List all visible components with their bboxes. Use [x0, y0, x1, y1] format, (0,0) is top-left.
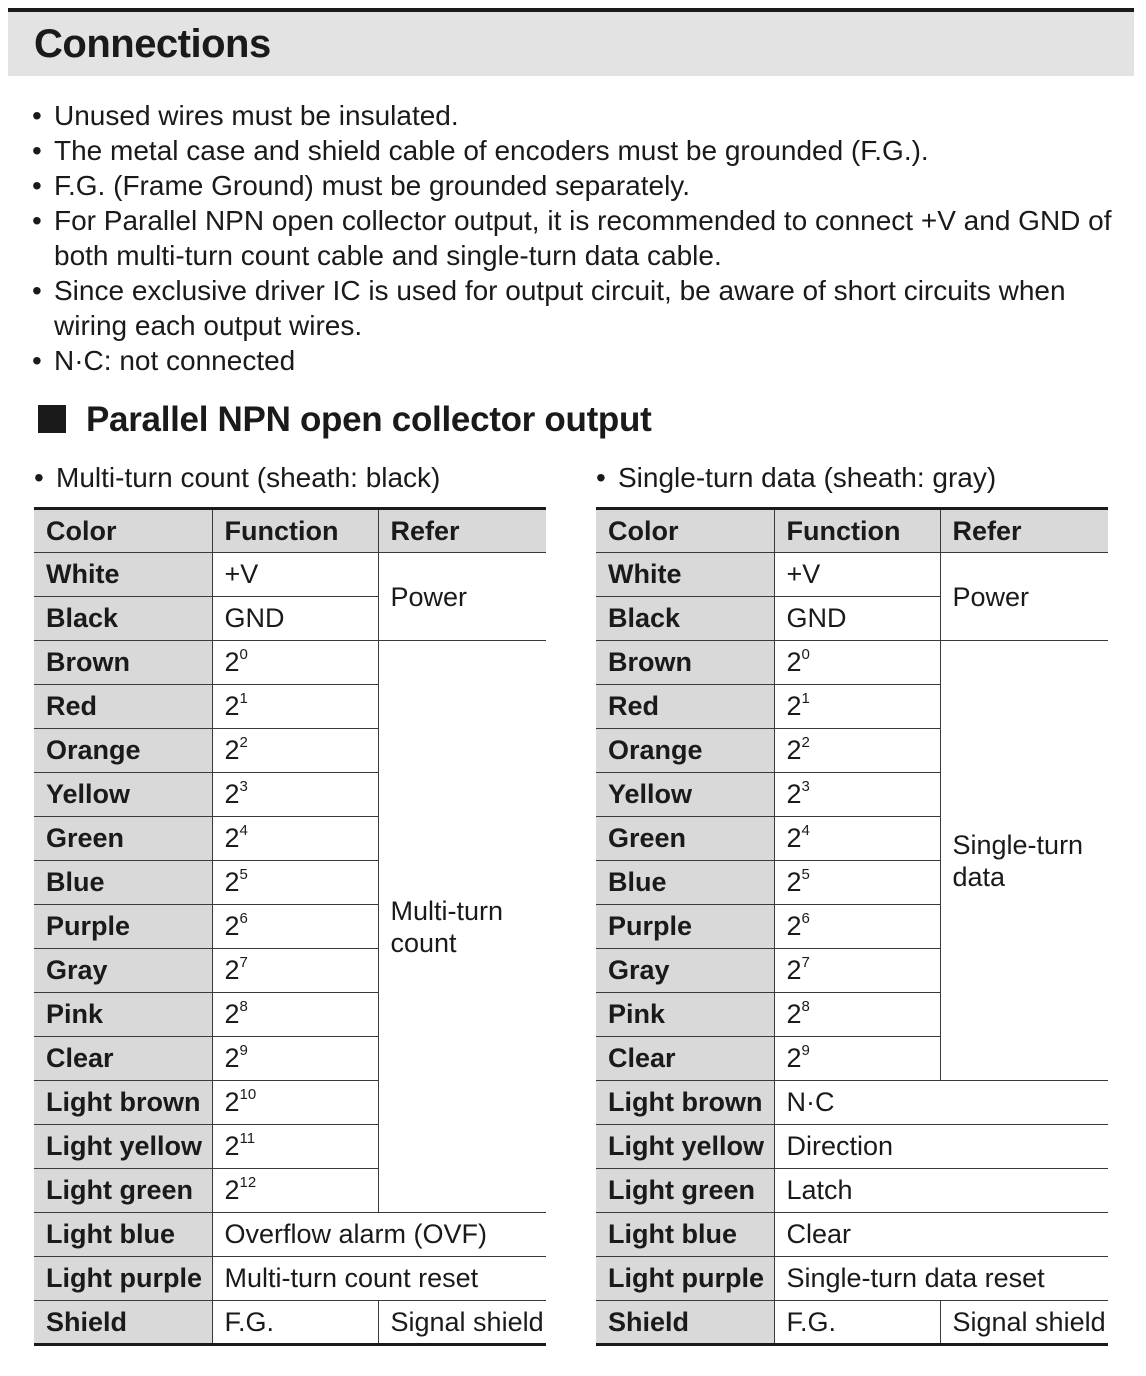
exponent: 8 [801, 998, 810, 1015]
function-cell: +V [774, 553, 940, 597]
refer-cell: Signal shield [940, 1301, 1108, 1345]
section-heading [38, 400, 651, 440]
color-cell: Gray [34, 949, 212, 993]
single-turn-table [596, 507, 1108, 1346]
exponent: 1 [801, 690, 810, 707]
function-cell: $2^0$ [212, 641, 378, 685]
refer-cell: Signal shield [378, 1301, 546, 1345]
exponent: 2 [801, 734, 810, 751]
function-cell: $2^4$ [774, 817, 940, 861]
color-cell: Orange [596, 729, 774, 773]
function-cell: $2^6$ [212, 905, 378, 949]
exponent: 6 [239, 910, 248, 927]
color-cell: Pink [596, 993, 774, 1037]
function-cell: Clear [774, 1213, 1108, 1257]
function-cell: Single-turn data reset [774, 1257, 1108, 1301]
color-cell: Shield [34, 1301, 212, 1345]
table-row [596, 1125, 1108, 1169]
color-cell: Black [34, 597, 212, 641]
header-row [596, 509, 1108, 553]
exponent: 5 [801, 866, 810, 883]
function-cell: $2^1$ [774, 685, 940, 729]
color-cell: Blue [596, 861, 774, 905]
exponent: 4 [239, 822, 248, 839]
table-row [596, 1169, 1108, 1213]
color-cell: Brown [34, 641, 212, 685]
table-row [596, 553, 1108, 597]
color-cell: Light green [34, 1169, 212, 1213]
header-row [34, 509, 546, 553]
table-row [34, 641, 546, 685]
exponent: 11 [239, 1130, 256, 1147]
function-cell: N·C [774, 1081, 1108, 1125]
color-cell: Red [596, 685, 774, 729]
table-row [596, 641, 1108, 685]
function-cell: GND [774, 597, 940, 641]
function-cell: Overflow alarm (OVF) [212, 1213, 546, 1257]
header-refer: Refer [940, 509, 1108, 553]
exponent: 10 [239, 1086, 257, 1103]
function-cell: GND [212, 597, 378, 641]
function-cell: $2^2$ [774, 729, 940, 773]
function-cell: $2^8$ [774, 993, 940, 1037]
multi-turn-table [34, 507, 546, 1346]
header-color: Color [596, 509, 774, 553]
table-row [34, 553, 546, 597]
exponent: 5 [239, 866, 248, 883]
color-cell: Light yellow [34, 1125, 212, 1169]
header-function: Function [774, 509, 940, 553]
header-function: Function [212, 509, 378, 553]
color-cell: Purple [596, 905, 774, 949]
exponent: 3 [801, 778, 810, 795]
color-cell: Light blue [596, 1213, 774, 1257]
table-row [34, 1301, 546, 1345]
function-cell: $2^{11}$ [212, 1125, 378, 1169]
function-cell: $2^1$ [212, 685, 378, 729]
note-item: • The metal case and shield cable of encoders must be grounded (F.G.). [30, 133, 1130, 168]
table-row [596, 1213, 1108, 1257]
table-row [34, 1213, 546, 1257]
exponent: 1 [239, 690, 248, 707]
function-cell: F.G. [774, 1301, 940, 1345]
function-cell: $2^{10}$ [212, 1081, 378, 1125]
function-cell: F.G. [212, 1301, 378, 1345]
color-cell: Green [34, 817, 212, 861]
color-cell: Yellow [596, 773, 774, 817]
table-row [34, 1257, 546, 1301]
color-cell: White [34, 553, 212, 597]
function-cell: $2^9$ [774, 1037, 940, 1081]
note-item: • For Parallel NPN open collector output, it is recommended to connect +V and GND of both multi-turn count cable and single-turn data cable. [30, 203, 1130, 273]
function-cell: Latch [774, 1169, 1108, 1213]
color-cell: Light blue [34, 1213, 212, 1257]
refer-power: Power [378, 553, 546, 641]
exponent: 4 [801, 822, 810, 839]
function-cell: $2^2$ [212, 729, 378, 773]
single-turn-caption: • Single-turn data (sheath: gray) [596, 462, 996, 494]
square-bullet-icon [38, 405, 66, 433]
page-title: Connections [34, 22, 271, 66]
color-cell: Light brown [596, 1081, 774, 1125]
exponent: 7 [801, 954, 810, 971]
note-item: • F.G. (Frame Ground) must be grounded separately. [30, 168, 1130, 203]
function-cell: $2^{12}$ [212, 1169, 378, 1213]
exponent: 0 [239, 646, 248, 663]
color-cell: Light yellow [596, 1125, 774, 1169]
exponent: 12 [239, 1174, 257, 1191]
color-cell: Light green [596, 1169, 774, 1213]
note-item: • N·C: not connected [30, 343, 1130, 378]
exponent: 6 [801, 910, 810, 927]
refer-group: Single-turn data [940, 641, 1108, 1081]
title-bar [8, 8, 1134, 76]
note-item: • Since exclusive driver IC is used for output circuit, be aware of short circuits when wiring each output wires. [30, 273, 1130, 343]
exponent: 8 [239, 998, 248, 1015]
function-cell: $2^4$ [212, 817, 378, 861]
color-cell: Shield [596, 1301, 774, 1345]
function-cell: $2^8$ [212, 993, 378, 1037]
exponent: 3 [239, 778, 248, 795]
notes-list [30, 98, 1130, 378]
function-cell: Multi-turn count reset [212, 1257, 546, 1301]
refer-group: Multi-turn count [378, 641, 546, 1213]
exponent: 2 [239, 734, 248, 751]
color-cell: Red [34, 685, 212, 729]
function-cell: Direction [774, 1125, 1108, 1169]
color-cell: Blue [34, 861, 212, 905]
table-row [596, 1301, 1108, 1345]
table-row [596, 1257, 1108, 1301]
color-cell: Orange [34, 729, 212, 773]
function-cell: $2^7$ [774, 949, 940, 993]
exponent: 9 [239, 1042, 248, 1059]
function-cell: $2^3$ [774, 773, 940, 817]
function-cell: $2^5$ [212, 861, 378, 905]
color-cell: Yellow [34, 773, 212, 817]
color-cell: Clear [596, 1037, 774, 1081]
function-cell: +V [212, 553, 378, 597]
color-cell: Clear [34, 1037, 212, 1081]
color-cell: Light purple [34, 1257, 212, 1301]
multi-turn-caption: • Multi-turn count (sheath: black) [34, 462, 440, 494]
function-cell: $2^7$ [212, 949, 378, 993]
function-cell: $2^0$ [774, 641, 940, 685]
function-cell: $2^3$ [212, 773, 378, 817]
color-cell: White [596, 553, 774, 597]
function-cell: $2^5$ [774, 861, 940, 905]
table-row [596, 1081, 1108, 1125]
refer-power: Power [940, 553, 1108, 641]
exponent: 9 [801, 1042, 810, 1059]
color-cell: Purple [34, 905, 212, 949]
header-refer: Refer [378, 509, 546, 553]
color-cell: Brown [596, 641, 774, 685]
exponent: 0 [801, 646, 810, 663]
note-item: • Unused wires must be insulated. [30, 98, 1130, 133]
color-cell: Light brown [34, 1081, 212, 1125]
color-cell: Gray [596, 949, 774, 993]
color-cell: Green [596, 817, 774, 861]
exponent: 7 [239, 954, 248, 971]
section-heading-text: Parallel NPN open collector output [86, 400, 652, 439]
function-cell: $2^6$ [774, 905, 940, 949]
header-color: Color [34, 509, 212, 553]
color-cell: Black [596, 597, 774, 641]
color-cell: Light purple [596, 1257, 774, 1301]
function-cell: $2^9$ [212, 1037, 378, 1081]
color-cell: Pink [34, 993, 212, 1037]
